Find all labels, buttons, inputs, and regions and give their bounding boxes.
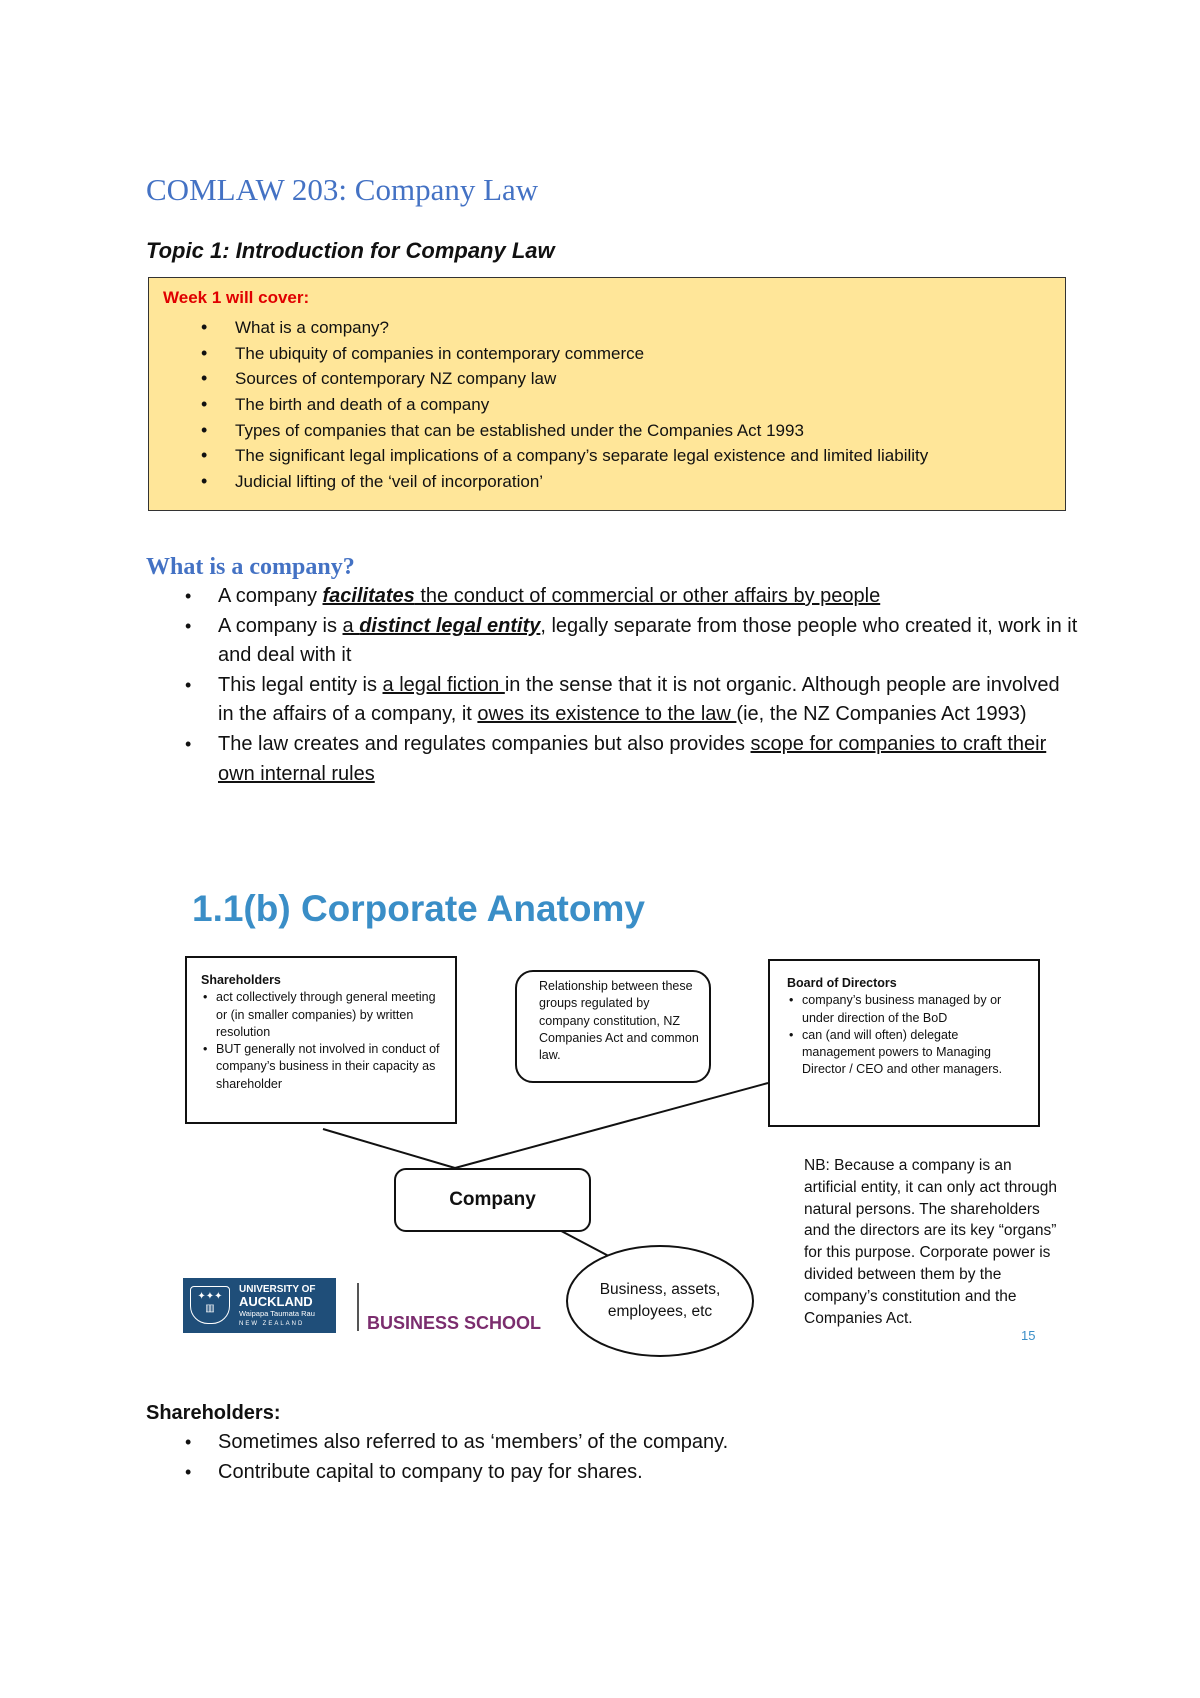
underlined-text: owes its existence to the law (477, 703, 737, 726)
board-box-list (787, 992, 1030, 1078)
text-run: A company (218, 585, 323, 607)
nb-note: NB: Because a company is an artificial entity, it can only act through natural persons. The shareholders and the directors are its key “organs” for this purpose. Corporate power is divided between them by the company’s constitution and the Companies Act. (804, 1157, 1058, 1327)
list-item: • Types of companies that can be established under the Companies Act 1993 (149, 418, 928, 444)
logo-line: Waipapa Taumata Rau (239, 1309, 315, 1318)
text-run: This legal entity is (218, 673, 383, 696)
slide-page-number: 15 (1021, 1328, 1036, 1343)
underlined-text: a legal fiction (382, 673, 505, 696)
list-item: • Judicial lifting of the ‘veil of incorporation’ (149, 469, 928, 495)
shareholders-heading: Shareholders: (146, 1402, 281, 1424)
list-item: • company’s business managed by or under direction of the BoD (787, 992, 1030, 1027)
emphasis-text: distinct legal entity (359, 614, 541, 637)
page-title: COMLAW 203: Company Law (146, 172, 539, 207)
text-run: , legally separate from those people who created it, work in it and deal with it (218, 614, 1078, 667)
text-run: The law creates and regulates companies but also provides (218, 732, 751, 755)
underlined-text: scope for companies to craft their own internal rules (218, 732, 1047, 785)
logo-line: AUCKLAND (239, 1294, 313, 1309)
text-run: A company is (218, 614, 343, 637)
list-item: • The birth and death of a company (149, 392, 928, 418)
slide-title: 1.1(b) Corporate Anatomy (192, 888, 645, 929)
section-heading-what-is: What is a company? (146, 554, 355, 580)
relationship-box: Relationship between these groups regulated by company constitution, NZ Companies Act and common law. (515, 970, 711, 1083)
list-item: • The significant legal implications of a company’s separate legal existence and limited liability (149, 443, 928, 469)
list-item: • Sometimes also referred to as ‘members’ of the company. (180, 1428, 1080, 1458)
connector-line (455, 1083, 768, 1168)
list-item: • Contribute capital to company to pay for shares. (180, 1458, 1080, 1488)
list-item: • Sources of contemporary NZ company law (149, 366, 928, 392)
underlined-text: the conduct of commercial or other affairs by people (414, 585, 881, 607)
list-item: • The ubiquity of companies in contemporary commerce (149, 341, 928, 367)
crest-icon: ✦✦✦ ▥ (190, 1286, 230, 1324)
text-run: in the sense that it is not organic. Although people are involved in the affairs of a company, it (218, 673, 1060, 726)
shareholders-box-heading: Shareholders (201, 973, 281, 987)
emphasis-text: facilitates (322, 585, 415, 607)
logo-line: NEW ZEALAND (239, 1321, 305, 1327)
text-run: (ie, the NZ Companies Act 1993) (736, 703, 1027, 726)
underlined-text: a (342, 614, 360, 637)
week-heading: Week 1 will cover: (163, 288, 310, 307)
business-ellipse: Business, assets, employees, etc (566, 1245, 754, 1357)
shareholders-list (180, 1428, 1080, 1487)
logo-divider (357, 1283, 359, 1331)
list-item: • BUT generally not involved in conduct of company’s business in their capacity as shareholder (201, 1041, 447, 1093)
shareholders-box-list (201, 989, 447, 1093)
list-item: • can (and will often) delegate management powers to Managing Director / CEO and other managers. (787, 1027, 1030, 1079)
shareholders-box (185, 956, 457, 1124)
board-box-heading: Board of Directors (787, 976, 897, 990)
topic-heading: Topic 1: Introduction for Company Law (146, 238, 555, 263)
list-item: • act collectively through general meeting or (in smaller companies) by written resolution (201, 989, 447, 1041)
company-box: Company (394, 1168, 591, 1232)
connector-line (323, 1129, 455, 1168)
list-item: • What is a company? (149, 315, 928, 341)
logo-line: UNIVERSITY OF (239, 1284, 316, 1295)
university-logo (183, 1278, 336, 1333)
business-school-label: BUSINESS SCHOOL (367, 1313, 542, 1333)
board-of-directors-box (768, 959, 1040, 1127)
